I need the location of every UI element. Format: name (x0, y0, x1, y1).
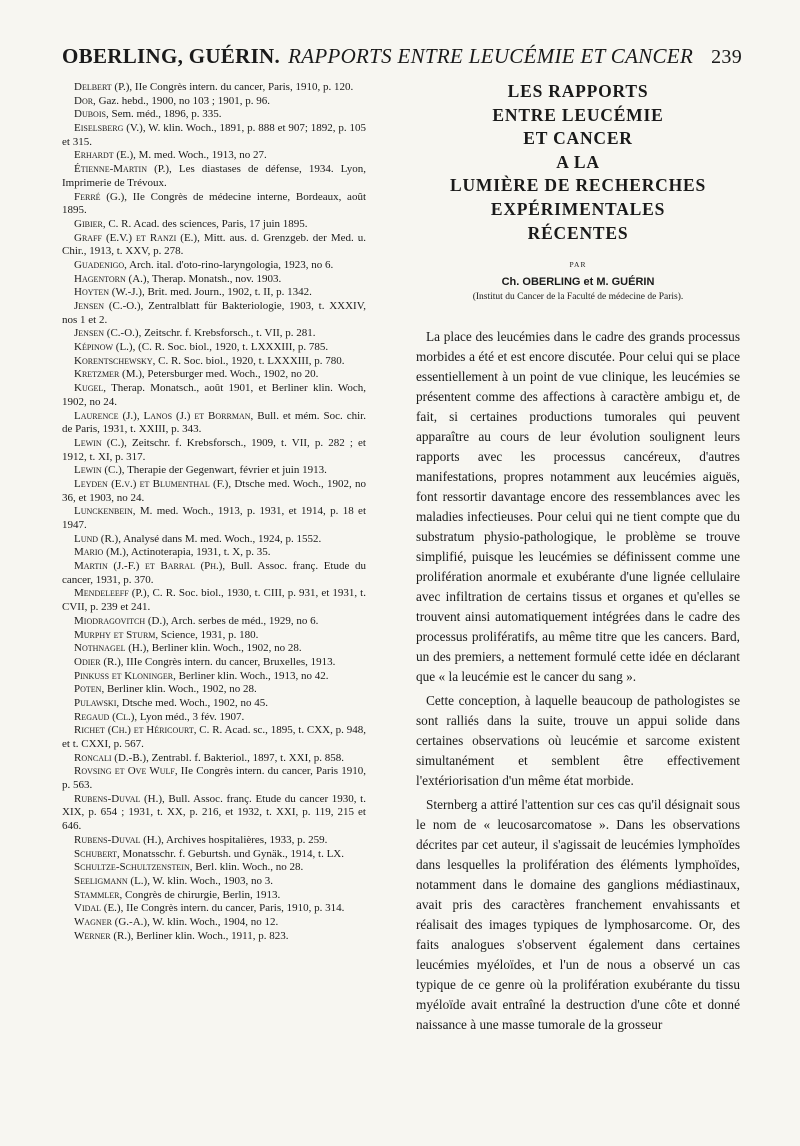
reference-entry (62, 902, 366, 916)
article-title-line: LUMIÈRE DE RECHERCHES (449, 175, 706, 196)
reference-author: Leyden (E.v.) et Blumenthal (F.), (74, 477, 232, 490)
reference-author: Dubois, (74, 108, 109, 121)
reference-author: Delbert (P.), (74, 81, 133, 93)
reference-citation: Zentrabl. f. Bakteriol., 1897, t. XXI, p. 858. (148, 751, 345, 764)
reference-author: Rubens-Duval (H.), (74, 792, 165, 805)
reference-citation: IIIe Congrès intern. du cancer, Bruxelles, 1913. (123, 655, 336, 668)
article-authors: Ch. OBERLING et M. GUÉRIN (501, 276, 655, 289)
reference-author: Ferré (G.), (74, 190, 128, 203)
reference-entry (62, 149, 366, 163)
reference-author: Pulawski, (74, 696, 120, 709)
reference-entry (62, 889, 366, 903)
reference-author: Jensen (C.-O.), (74, 300, 144, 312)
reference-entry (62, 259, 366, 273)
reference-citation: IIe Congrès intern. du cancer, Paris 1910, p. 563. (62, 765, 367, 792)
reference-citation: Berliner klin. Woch., 1911, p. 823. (133, 929, 289, 942)
reference-entry (62, 793, 366, 834)
reference-author: Hoyten (W.-J.), (74, 286, 145, 299)
reference-entry (62, 327, 366, 341)
reference-citation: IIe Congrès intern. du cancer, Paris, 1910, p. 120. (132, 81, 354, 93)
reference-author: Wagner (G.-A.), (74, 915, 150, 928)
running-head-authors: OBERLING, GUÉRIN. (62, 44, 281, 68)
reference-citation: Zeitschr. f. Krebsforsch., t. VII, p. 281. (141, 327, 316, 340)
reference-citation: Gaz. hebd., 1900, no 103 ; 1901, p. 96. (95, 94, 270, 107)
reference-entry (62, 368, 366, 382)
reference-citation: Analysé dans M. med. Woch., 1924, p. 1552. (120, 532, 322, 545)
reference-citation: Mitt. aus. d. Grenzgeb. der Med. u. Chir., 1913, t. XXV, p. 278. (62, 231, 366, 258)
article-affiliation: (Institut du Cancer de la Faculté de médecine de Paris). (472, 292, 684, 303)
article-title-line: A LA (556, 151, 600, 172)
reference-entry (62, 861, 366, 875)
article-title-line: LES RAPPORTS (507, 81, 649, 101)
article-title-line: RÉCENTES (527, 222, 629, 243)
reference-entry (62, 642, 366, 656)
reference-author: Képinow (L.), (74, 341, 136, 354)
reference-citation: Actinoterapia, 1931, t. X, p. 35. (128, 546, 271, 559)
reference-author: Richet (Ch.) et Héricourt, (74, 724, 197, 737)
article-column (416, 80, 740, 1039)
reference-author: Odier (R.), (74, 655, 124, 668)
reference-author: Kugel, (74, 382, 107, 395)
reference-author: Graff (E.V.) et Ranzi (E.), (74, 231, 200, 244)
reference-citation: IIe Congrès de médecine interne, Bordeaux, août 1895. (62, 190, 366, 217)
reference-entry (62, 505, 366, 532)
reference-citation: Bull. Assoc. franç. Etude du cancer, 1931, p. 370. (62, 560, 366, 586)
reference-author: Mario (M.), (74, 546, 129, 559)
article-title-line: EXPÉRIMENTALES (490, 198, 666, 219)
article-title (416, 80, 740, 245)
reference-author: Seeligmann (L.), (74, 874, 150, 887)
reference-citation: Bull. et mém. Soc. chir. de Paris, 1931, t. XXIII, p. 343. (62, 409, 366, 436)
page-number: 239 (711, 46, 742, 68)
reference-entry (62, 875, 366, 889)
reference-author: Lund (R.), (74, 532, 121, 545)
reference-entry (62, 232, 366, 259)
reference-citation: Les diastases de défense, 1934. Lyon, Imprimerie de Trévoux. (62, 163, 366, 189)
reference-citation: Science, 1931, p. 180. (158, 628, 259, 641)
bibliography-column (62, 81, 366, 943)
reference-entry (62, 752, 366, 766)
reference-author: Korentschewsky, (74, 354, 156, 367)
reference-citation: Archives hospitalières, 1933, p. 259. (163, 833, 328, 846)
reference-author: Lewin (C.), (74, 436, 127, 449)
article-title-line: ET CANCER (523, 128, 633, 149)
body-paragraph: La place des leucémies dans le cadre des grands processus morbides a été et est encore discutée. Pour celui qui se place essentiellement à un point de vue clinique, les leucémies se présentent comme des affections à caractère ambigu et, de fait, si certaines productions tumorales qui peuvent apparaître au cours de leur évolution soulignent leurs rapports avec les processus cancéreux, d'autres manifestations, propres notamment aux leucémies aiguës, font ressortir davantage encore des ressemblances avec les maladies infectieuses. Pour celui qui ne tient compte que du substratum physio-pathologique, le problème se trouve simplifié, puisque les leucémies se définissent comme une prolifération anormale et exubérante d'une lignée cellulaire avec infiltration de certains tissus et organes et qu'elles se trouvent ainsi automatiquement intégrées dans le cadre des processus prolifératifs, au même titre que les cancers. Bard, un des premiers, a nettement formulé cette idée en déclarant que « la leucémie est le cancer du sang ». (416, 329, 740, 685)
reference-author: Eiselsberg (V.), (74, 122, 146, 135)
reference-author: Lewin (C.), (74, 464, 125, 477)
running-head (62, 44, 742, 78)
reference-entry (62, 478, 366, 505)
reference-entry (62, 724, 366, 751)
reference-citation: Berliner klin. Woch., 1902, no 28. (149, 642, 302, 655)
reference-citation: Petersburger med. Woch., 1902, no 20. (144, 368, 319, 381)
reference-entry (62, 273, 366, 287)
reference-author: Martin (J.-F.) et Barral (Ph.), (74, 560, 226, 573)
reference-entry (62, 300, 366, 327)
reference-citation: Arch. ital. d'oto-rino-laryngologia, 1923, no 6. (126, 258, 334, 271)
reference-entry (62, 587, 366, 614)
reference-entry (62, 81, 366, 95)
reference-entry (62, 711, 366, 725)
reference-entry (62, 546, 366, 560)
reference-author: Nothnagel (H.), (74, 642, 150, 655)
article-body (416, 327, 740, 1035)
reference-entry (62, 341, 366, 355)
body-paragraph: Cette conception, à laquelle beaucoup de pathologistes se sont ralliés dans la suite, trouve un appui solide dans certaines observations où leucémie et sarcome existent simultanément et semblent être effectivement l'extériorisation d'un même état morbide. (416, 693, 740, 789)
reference-citation: (C. R. Soc. biol., 1920, t. LXXXIII, p. 785. (135, 341, 329, 354)
reference-entry (62, 191, 366, 218)
reference-citation: Congrès de chirurgie, Berlin, 1913. (122, 888, 281, 901)
reference-entry (62, 437, 366, 464)
body-paragraph: Sternberg a attiré l'attention sur ces cas qu'il désignait sous le nom de « leucosarcomatose ». Dans les observations décrites par cet auteur, il s'agissait de leucémies lymphoïdes dans lesquelles la prolifération des éléments lymphoïdes, notamment dans le domaine des ganglions médiastinaux, avait pris des caractères franchement envahissants et réalisait des images typiques de lymphosarcome. Or, des faits analogues s'observent également dans certaines leucémies myéloïdes, et l'un de nous a observé un cas typique de ce genre où la prolifération exubérante du tissu myéloïde avait entraîné la destruction d'une côte et donné naissance à une masse tumorale de la grosseur (416, 797, 740, 1033)
reference-citation: Sem. méd., 1896, p. 335. (108, 108, 222, 121)
reference-entry (62, 122, 366, 149)
reference-citation: Dtsche med. Woch., 1902, no 45. (119, 696, 269, 709)
reference-entry (62, 95, 366, 109)
reference-author: Pinkuss et Kloninger, (74, 669, 176, 682)
reference-author: Laurence (J.), Lanos (J.) et Borrman, (74, 409, 254, 422)
reference-entry (62, 108, 366, 122)
reference-citation: C. R. Acad. sc., 1895, t. CXX, p. 948, et t. CXXI, p. 567. (62, 724, 366, 750)
reference-citation: Lyon méd., 3 fév. 1907. (137, 710, 245, 723)
reference-citation: M. med. Woch., 1913, p. 1931, et 1914, p. 18 et 1947. (62, 505, 366, 531)
reference-author: Schubert, (74, 847, 120, 860)
reference-author: Hagentorn (A.), (74, 272, 150, 285)
reference-author: Rubens-Duval (H.), (74, 833, 164, 846)
reference-author: Poten, (74, 683, 105, 696)
reference-author: Lunckenbein, (74, 505, 136, 518)
reference-author: Miodragovitch (D.), (74, 614, 169, 627)
reference-citation: Therap. Monatsch., août 1901, et Berliner klin. Woch, 1902, no 24. (62, 382, 366, 408)
reference-citation: Monatsschr. f. Geburtsh. und Gynäk., 1914, t. LX. (119, 847, 344, 860)
reference-citation: Therap. Monatsh., nov. 1903. (149, 272, 282, 285)
reference-citation: Berl. klin. Woch., no 28. (192, 861, 304, 874)
reference-citation: Therapie der Gegenwart, février et juin 1913. (124, 464, 327, 477)
reference-citation: Dtsche med. Woch., 1902, no 36, et 1903, no 24. (62, 477, 367, 504)
reference-citation: W. klin. Woch., 1903, no 3. (149, 874, 273, 887)
reference-entry (62, 615, 366, 629)
reference-citation: Bull. Assoc. franç. Etude du cancer 1930, t. XIX, p. 654 ; 1931, t. XX, p. 216, et 1932, t. XXI, p. 119, 215 et 646. (62, 792, 366, 833)
reference-entry (62, 464, 366, 478)
reference-entry (62, 848, 366, 862)
reference-citation: Berliner klin. Woch., 1913, no 42. (175, 669, 329, 682)
reference-entry (62, 656, 366, 670)
reference-citation: Berliner klin. Woch., 1902, no 28. (104, 683, 257, 696)
reference-citation: Brit. med. Journ., 1902, t. II, p. 1342. (144, 286, 312, 299)
reference-author: Rovsing et Ove Wulf, (74, 765, 178, 778)
reference-author: Jensen (C.-O.), (74, 327, 142, 340)
reference-entry (62, 533, 366, 547)
reference-author: Schultze-Schultzenstein, (74, 861, 193, 874)
reference-author: Regaud (Cl.), (74, 710, 138, 723)
reference-citation: M. med. Woch., 1913, no 27. (135, 149, 267, 162)
reference-entry (62, 410, 366, 437)
reference-citation: W. klin. Woch., 1904, no 12. (149, 915, 279, 928)
reference-entry (62, 560, 366, 587)
reference-citation: Zentralblatt für Bakteriologie, 1903, t. XXXIV, nos 1 et 2. (62, 300, 366, 326)
reference-entry (62, 355, 366, 369)
reference-author: Werner (R.), (74, 929, 134, 942)
running-head-title: RAPPORTS ENTRE LEUCÉMIE ET CANCER (288, 44, 694, 68)
article-title-line: ENTRE LEUCÉMIE (492, 104, 664, 125)
reference-author: Dor, (74, 94, 96, 107)
reference-entry (62, 382, 366, 409)
reference-author: Murphy et Sturm, (74, 628, 159, 641)
reference-author: Mendeleeff (P.), (74, 587, 150, 600)
reference-entry (62, 765, 366, 792)
reference-author: Guadenigo, (74, 258, 127, 271)
reference-author: Étienne-Martin (P.), (74, 163, 172, 176)
reference-author: Stammler, (74, 888, 123, 901)
reference-entry (62, 629, 366, 643)
reference-entry (62, 916, 366, 930)
reference-author: Gibier, (74, 217, 106, 230)
reference-entry (62, 697, 366, 711)
reference-author: Kretzmer (M.), (74, 368, 145, 381)
by-line-par: PAR (569, 260, 587, 270)
reference-entry (62, 683, 366, 697)
reference-citation: C. R. Acad. des sciences, Paris, 17 juin 1895. (105, 217, 308, 230)
reference-entry (62, 286, 366, 300)
reference-citation: C. R. Soc. biol., 1920, t. LXXXIII, p. 780. (155, 354, 345, 367)
reference-citation: Zeitschr. f. Krebsforsch., 1909, t. VII, p. 282 ; et 1912, t. XI, p. 317. (62, 436, 366, 463)
reference-citation: C. R. Soc. biol., 1930, t. CIII, p. 931, et 1931, t. CVII, p. 239 et 241. (62, 587, 366, 614)
reference-entry (62, 163, 366, 190)
reference-author: Vidal (E.), (74, 902, 124, 915)
reference-citation: Arch. serbes de méd., 1929, no 6. (168, 614, 319, 627)
reference-citation: W. klin. Woch., 1891, p. 888 et 907; 1892, p. 105 et 315. (62, 122, 366, 148)
reference-entry (62, 670, 366, 684)
reference-entry (62, 930, 366, 944)
reference-author: Erhardt (E.), (74, 149, 136, 162)
reference-entry (62, 834, 366, 848)
reference-citation: IIe Congrès intern. du cancer, Paris, 1910, p. 314. (123, 902, 345, 915)
reference-entry (62, 218, 366, 232)
reference-author: Roncali (D.-B.), (74, 751, 149, 764)
